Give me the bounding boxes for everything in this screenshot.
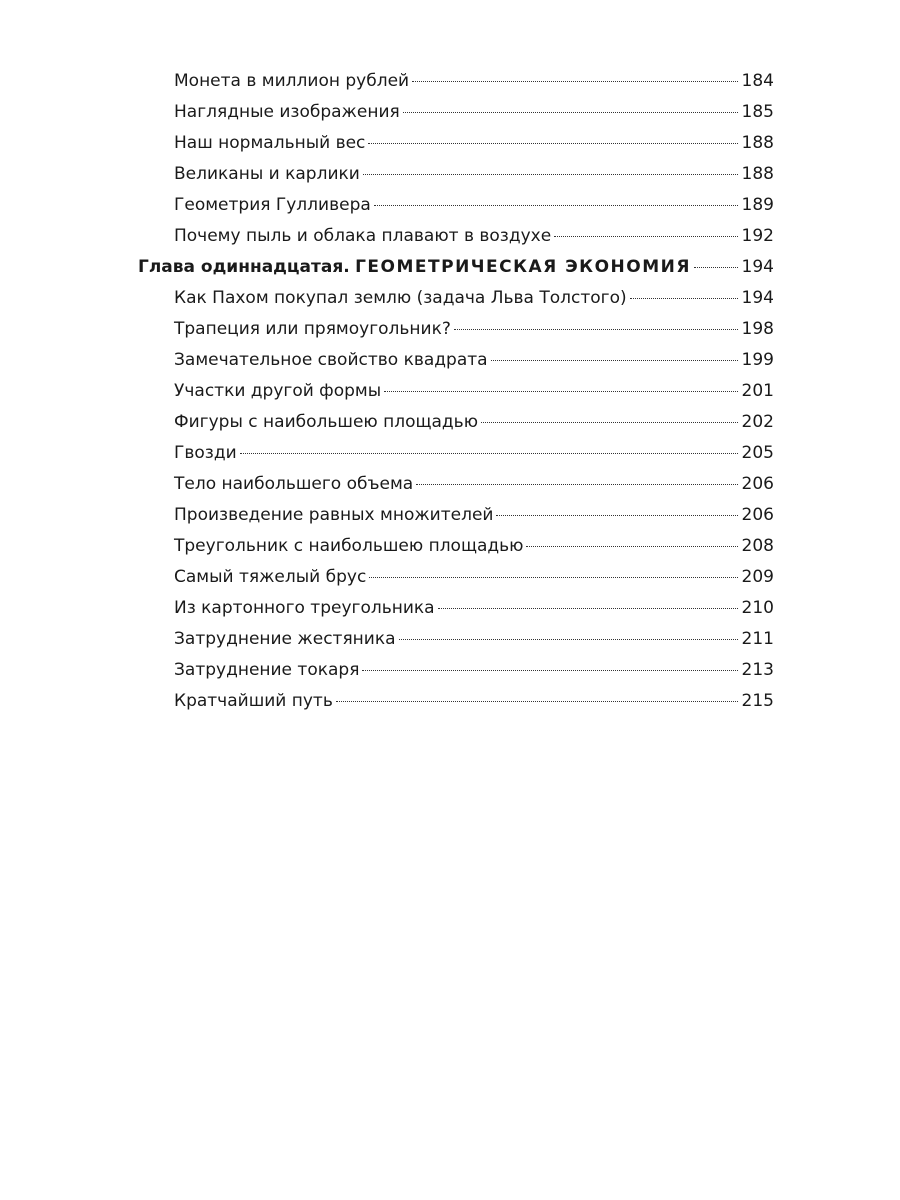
chapter-number: Глава одиннадцатая. xyxy=(138,257,350,277)
toc-entry-page: 184 xyxy=(741,71,774,91)
toc-entry xyxy=(138,686,774,717)
dot-leader xyxy=(454,328,738,330)
toc-entry-title: Наш нормальный вес xyxy=(174,133,366,153)
toc-entry-page: 201 xyxy=(741,381,774,401)
toc-entry-title: Тело наибольшего объема xyxy=(174,474,414,494)
toc-entry-page: 213 xyxy=(741,660,774,680)
toc-entry xyxy=(138,345,774,376)
toc-entry-title: Гвозди xyxy=(174,443,237,463)
dot-leader xyxy=(336,700,738,702)
dot-leader xyxy=(374,204,738,206)
toc-entry xyxy=(138,593,774,624)
toc-entry-page: 215 xyxy=(741,691,774,711)
dot-leader xyxy=(416,483,737,485)
toc-entry-title: Великаны и карлики xyxy=(174,164,360,184)
toc-entry-title: Как Пахом покупал землю (задача Льва Толстого) xyxy=(174,288,627,308)
toc-entry-title: Треугольник с наибольшею площадью xyxy=(174,536,524,556)
dot-leader xyxy=(368,142,737,144)
toc-entry xyxy=(138,283,774,314)
toc-entry-title: Монета в миллион рублей xyxy=(174,71,410,91)
toc-entry-title: Замечательное свойство квадрата xyxy=(174,350,488,370)
toc-entry-page: 210 xyxy=(741,598,774,618)
dot-leader xyxy=(384,390,737,392)
toc-entry-page: 198 xyxy=(741,319,774,339)
toc-entry xyxy=(138,314,774,345)
dot-leader xyxy=(240,452,738,454)
toc-entry-page: 188 xyxy=(741,133,774,153)
toc-entry-title: Затруднение жестяника xyxy=(174,629,396,649)
toc-entry-page: 208 xyxy=(741,536,774,556)
dot-leader xyxy=(412,80,737,82)
table-of-contents xyxy=(138,66,774,717)
toc-entry-title: Затруднение токаря xyxy=(174,660,360,680)
toc-entry-title: Фигуры с наибольшею площадью xyxy=(174,412,479,432)
dot-leader xyxy=(481,421,738,423)
toc-entry-page: 202 xyxy=(741,412,774,432)
dot-leader xyxy=(362,669,737,671)
toc-entry-page: 211 xyxy=(741,629,774,649)
dot-leader xyxy=(630,297,738,299)
toc-chapter-entry xyxy=(138,252,774,283)
toc-entry xyxy=(138,407,774,438)
toc-entry xyxy=(138,624,774,655)
toc-entry xyxy=(138,469,774,500)
toc-entry-title: Геометрия Гулливера xyxy=(174,195,371,215)
toc-entry-title: Кратчайший путь xyxy=(174,691,333,711)
toc-chapter-page: 194 xyxy=(741,257,774,277)
toc-entry-title: Наглядные изображения xyxy=(174,102,400,122)
dot-leader xyxy=(403,111,738,113)
toc-entry-title: Участки другой формы xyxy=(174,381,382,401)
toc-chapter-title xyxy=(138,252,691,283)
toc-entry xyxy=(138,128,774,159)
toc-entry-title: Трапеция или прямоугольник? xyxy=(174,319,451,339)
toc-entry xyxy=(138,221,774,252)
dot-leader xyxy=(496,514,737,516)
dot-leader xyxy=(369,576,737,578)
dot-leader xyxy=(526,545,737,547)
dot-leader xyxy=(491,359,738,361)
toc-entry-title: Произведение равных множителей xyxy=(174,505,494,525)
toc-entry xyxy=(138,438,774,469)
toc-entry-title: Почему пыль и облака плавают в воздухе xyxy=(174,226,552,246)
toc-entry-page: 206 xyxy=(741,505,774,525)
toc-entry-page: 209 xyxy=(741,567,774,587)
toc-entry xyxy=(138,159,774,190)
toc-entry xyxy=(138,97,774,128)
toc-entry-page: 192 xyxy=(741,226,774,246)
dot-leader xyxy=(694,266,738,268)
toc-entry-page: 199 xyxy=(741,350,774,370)
toc-entry xyxy=(138,190,774,221)
toc-entry xyxy=(138,562,774,593)
toc-entry xyxy=(138,376,774,407)
toc-entry-title: Самый тяжелый брус xyxy=(174,567,367,587)
dot-leader xyxy=(399,638,738,640)
toc-entry xyxy=(138,500,774,531)
toc-entry-page: 206 xyxy=(741,474,774,494)
toc-entry xyxy=(138,66,774,97)
dot-leader xyxy=(438,607,738,609)
toc-entry xyxy=(138,531,774,562)
toc-entry-title: Из картонного треугольника xyxy=(174,598,435,618)
toc-entry-page: 194 xyxy=(741,288,774,308)
toc-entry-page: 205 xyxy=(741,443,774,463)
toc-entry-page: 185 xyxy=(741,102,774,122)
toc-entry-page: 188 xyxy=(741,164,774,184)
toc-entry-page: 189 xyxy=(741,195,774,215)
dot-leader xyxy=(554,235,737,237)
toc-entry xyxy=(138,655,774,686)
chapter-name: ГЕОМЕТРИЧЕСКАЯ ЭКОНОМИЯ xyxy=(355,257,691,277)
dot-leader xyxy=(363,173,738,175)
